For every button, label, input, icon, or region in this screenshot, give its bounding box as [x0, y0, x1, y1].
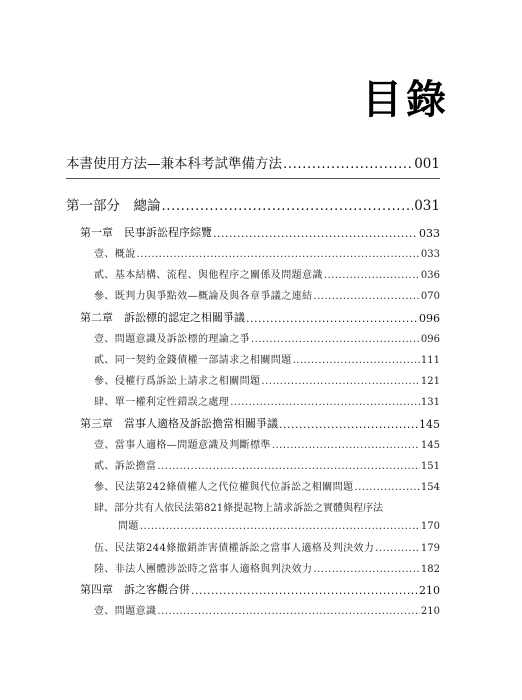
toc-page-number: 145 — [420, 440, 440, 451]
toc-entry-text: 貳、同一契約金錢債權一部請求之相關問題 — [94, 355, 292, 366]
toc-leader — [313, 291, 420, 302]
toc-page-number: 033 — [419, 227, 440, 240]
toc-leader — [157, 461, 420, 472]
toc-page-number: 031 — [414, 198, 440, 214]
toc-entry-text: 第四章 訴之客觀合併 — [80, 583, 190, 596]
toc-entry-text: 貳、訴訟擔當 — [94, 461, 157, 472]
toc-entry-section — [94, 436, 440, 451]
toc-entry-section — [94, 602, 440, 617]
toc-leader — [261, 376, 420, 387]
toc-entry-text: 伍、民法第244條撤銷詐害債權訴訟之當事人適格及判決效力 — [94, 543, 375, 554]
toc-page-number: 182 — [420, 564, 440, 575]
toc-leader — [283, 156, 413, 172]
toc-leader — [272, 440, 420, 451]
toc-entry-text: 參、民法第242條債權人之代位權與代位訴訟之相關問題 — [94, 482, 354, 493]
page-title: 目錄 — [362, 77, 450, 123]
toc-entry-text: 壹、當事人適格—問題意識及判斷標準 — [94, 440, 271, 451]
toc-entry-section — [94, 351, 440, 366]
toc-entry-text: 壹、問題意識 — [94, 606, 157, 617]
toc-entry-section — [94, 287, 440, 302]
toc-page-number: 210 — [420, 606, 440, 617]
toc-entry-section — [94, 457, 440, 472]
toc-entry-intro — [66, 152, 440, 172]
toc-entry-section — [118, 517, 440, 532]
toc-page-number: 179 — [420, 543, 440, 554]
toc-leader — [251, 334, 420, 345]
divider — [66, 178, 440, 179]
toc-page-number: 001 — [414, 156, 440, 172]
toc-entry-chapter — [80, 581, 440, 597]
toc-leader — [137, 249, 420, 260]
toc-page-number: 170 — [420, 521, 440, 532]
toc-entry-chapter — [80, 415, 440, 431]
toc-leader — [375, 543, 420, 554]
toc-entry-text: 問題 — [118, 521, 139, 532]
toc-page-number: 036 — [420, 270, 440, 281]
toc-entry-text: 第一部分 總論 — [66, 198, 161, 214]
toc-entry-section — [94, 245, 440, 260]
toc-page-number: 096 — [420, 334, 440, 345]
toc-leader — [191, 584, 418, 597]
toc-page-number: 096 — [419, 312, 440, 325]
toc-entry-text: 肆、單一權利定性錯誤之處理 — [94, 397, 230, 408]
toc-leader — [140, 521, 420, 532]
toc-entry-section — [94, 393, 440, 408]
toc-page-number: 210 — [419, 584, 440, 597]
toc-page-number: 154 — [420, 482, 440, 493]
toc-entry-chapter — [80, 309, 440, 325]
toc-leader — [313, 564, 420, 575]
toc-leader — [324, 270, 420, 281]
toc-leader — [213, 227, 418, 240]
toc-leader — [162, 198, 414, 214]
toc-entry-part1 — [66, 194, 440, 214]
toc-leader — [230, 397, 420, 408]
toc-entry-section-line1: 肆、部分共有人依民法第821條提起物上請求訴訟之實體與程序法 — [94, 503, 384, 514]
toc-page-number: 131 — [420, 397, 440, 408]
toc-entry-section — [94, 478, 440, 493]
toc-entry-text: 第二章 訴訟標的認定之相關爭議 — [80, 311, 245, 324]
toc-entry-section — [94, 372, 440, 387]
toc-page-number: 070 — [420, 291, 440, 302]
toc-leader — [279, 418, 418, 431]
toc-entry-text: 陸、非法人團體涉訟時之當事人適格與判決效力 — [94, 564, 313, 575]
toc-entry-text: 壹、問題意識及訴訟標的理論之爭 — [94, 334, 250, 345]
toc-leader — [355, 482, 420, 493]
toc-entry-section — [94, 539, 440, 554]
toc-leader — [157, 606, 420, 617]
toc-page-number: 033 — [420, 249, 440, 260]
toc-entry-text: 參、侵權行爲訴訟上請求之相關問題 — [94, 376, 261, 387]
toc-page-number: 151 — [420, 461, 440, 472]
toc-entry-section — [94, 560, 440, 575]
toc-entry-text: 第三章 當事人適格及訴訟擔當相關爭議 — [80, 417, 278, 430]
toc-entry-text: 貳、基本結構、流程、與他程序之關係及問題意識 — [94, 270, 323, 281]
toc-entry-section — [94, 330, 440, 345]
toc-page-number: 121 — [420, 376, 440, 387]
toc-entry-section — [94, 266, 440, 281]
toc-entry-text: 本書使用方法—兼本科考試準備方法 — [66, 156, 282, 172]
toc-leader — [293, 355, 420, 366]
toc-page-number: 145 — [419, 418, 440, 431]
toc-entry-text: 第一章 民事訴訟程序綜覽 — [80, 226, 212, 239]
toc-entry-text: 參、既判力與爭點效—概論及與各章爭議之連結 — [94, 291, 313, 302]
toc-page-number: 111 — [420, 355, 440, 366]
toc-leader — [246, 312, 418, 325]
toc-entry-text: 壹、概說 — [94, 249, 136, 260]
toc-entry-chapter — [80, 224, 440, 240]
